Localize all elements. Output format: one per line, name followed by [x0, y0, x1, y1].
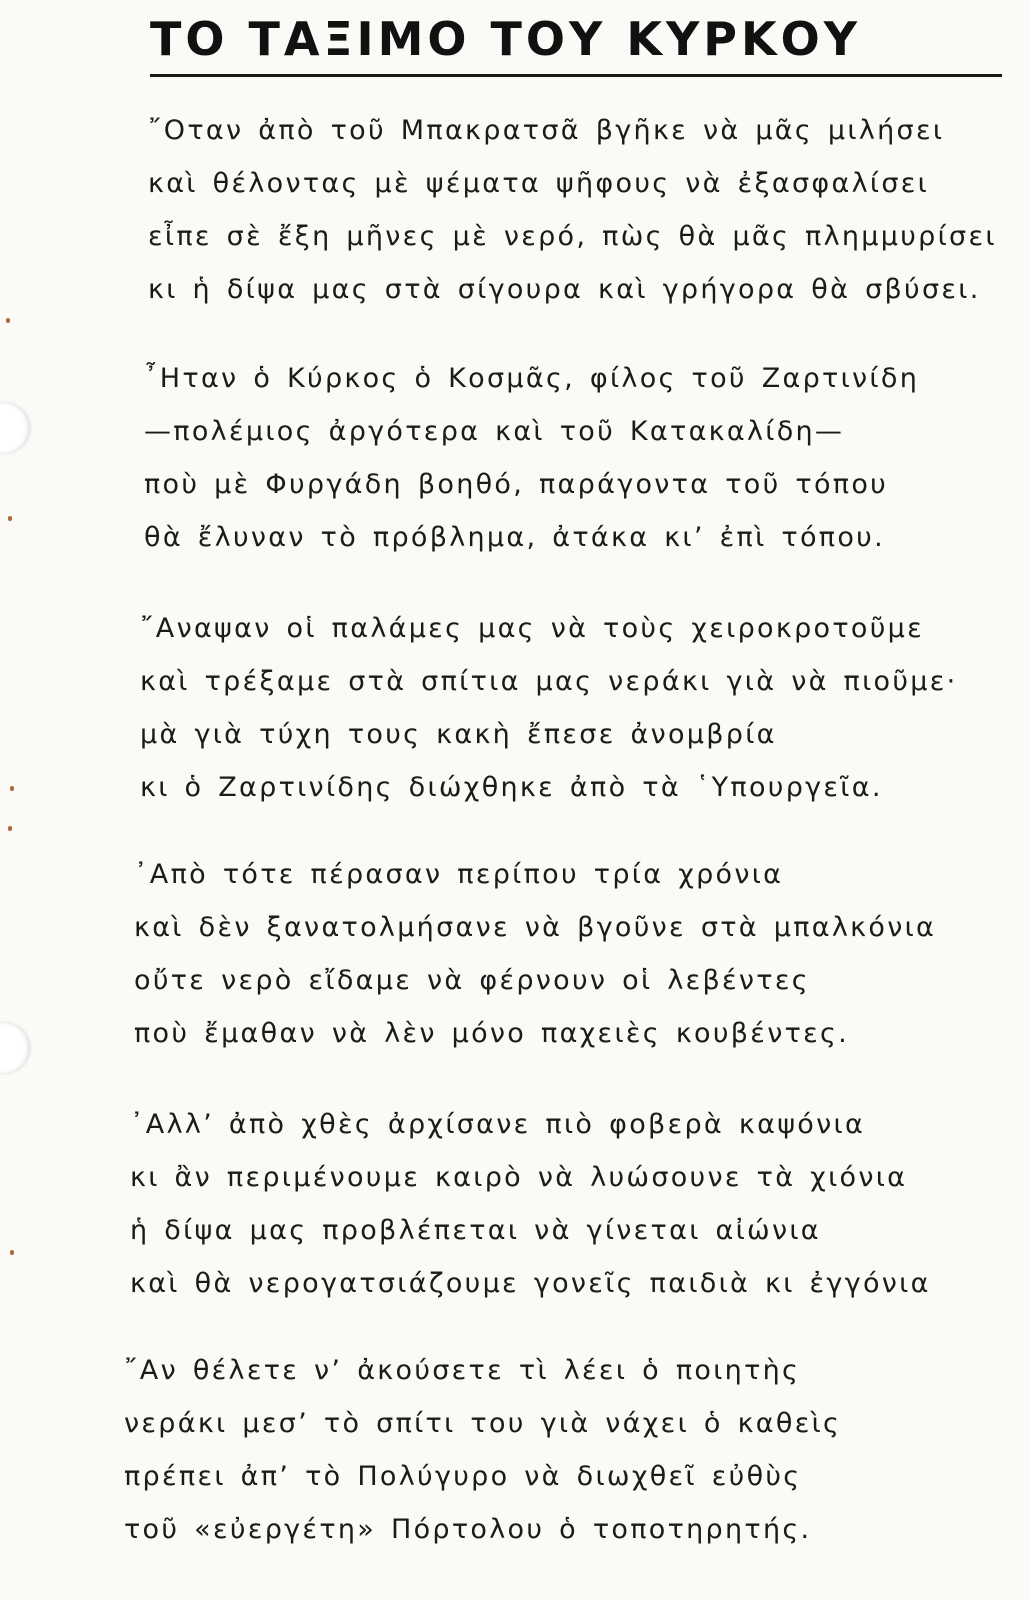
verse-line: ῏Ηταν ὁ Κύρκος ὁ Κοσμᾶς, φίλος τοῦ Ζαρτινίδη — [144, 363, 920, 394]
stanza-2 — [144, 352, 919, 564]
stanza-5 — [130, 1098, 931, 1310]
verse-line: —πολέμιος ἀργότερα καὶ τοῦ Κατακαλίδη— — [144, 416, 845, 447]
verse-line: καὶ θέλοντας μὲ ψέματα ψῆφους νὰ ἐξασφαλίσει — [148, 168, 930, 199]
verse-line: ᾿Απὸ τότε πέρασαν περίπου τρία χρόνια — [134, 859, 784, 890]
verse-line: ἡ δίψα μας προβλέπεται νὰ γίνεται αἰώνια — [130, 1215, 821, 1246]
paper-speck — [10, 1250, 14, 1255]
verse-line: ᾿Αλλ’ ἀπὸ χθὲς ἀρχίσανε πιὸ φοβερὰ καψόνια — [130, 1109, 866, 1140]
verse-line: ποὺ μὲ Φυργάδη βοηθό, παράγοντα τοῦ τόπου — [144, 469, 889, 500]
paper-speck — [8, 826, 12, 831]
poem-title: ΤΟ ΤΑΞΙΜΟ ΤΟΥ ΚΥΡΚΟΥ — [150, 12, 862, 66]
paper-speck — [10, 786, 14, 791]
verse-line: κι ἡ δίψα μας στὰ σίγουρα καὶ γρήγορα θὰ σβύσει. — [148, 274, 981, 305]
verse-line: νεράκι μεσ’ τὸ σπίτι του γιὰ νάχει ὁ καθεὶς — [124, 1408, 842, 1439]
stanza-6 — [124, 1344, 841, 1556]
title-underline — [150, 74, 1002, 77]
verse-line: καὶ δὲν ξανατολμήσανε νὰ βγοῦνε στὰ μπαλκόνια — [134, 912, 937, 943]
verse-line: τοῦ «εὐεργέτη» Πόρτολου ὁ τοποτηρητής. — [124, 1514, 812, 1545]
verse-line: ῎Οταν ἀπὸ τοῦ Μπακρατσᾶ βγῆκε νὰ μᾶς μιλήσει — [148, 115, 945, 146]
punch-hole-top — [0, 402, 30, 454]
verse-line: ποὺ ἔμαθαν νὰ λὲν μόνο παχειὲς κουβέντες. — [134, 1018, 850, 1049]
verse-line: οὔτε νερὸ εἴδαμε νὰ φέρνουν οἱ λεβέντες — [134, 965, 810, 996]
verse-line: κι ὁ Ζαρτινίδης διώχθηκε ἀπὸ τὰ ῾Υπουργεῖα. — [140, 772, 883, 803]
verse-line: κι ἂν περιμένουμε καιρὸ νὰ λυώσουνε τὰ χιόνια — [130, 1162, 908, 1193]
stanza-3 — [140, 602, 958, 814]
stanza-4 — [134, 848, 936, 1060]
verse-line: εἶπε σὲ ἔξη μῆνες μὲ νερό, πὼς θὰ μᾶς πλημμυρίσει — [148, 221, 997, 252]
verse-line: ῎Αναψαν οἱ παλάμες μας νὰ τοὺς χειροκροτοῦμε — [140, 613, 925, 644]
verse-line: μὰ γιὰ τύχη τους κακὴ ἔπεσε ἀνομβρία — [140, 719, 777, 750]
paper-speck — [6, 318, 10, 323]
paper-speck — [8, 516, 12, 521]
verse-line: πρέπει ἀπ’ τὸ Πολύγυρο νὰ διωχθεῖ εὐθὺς — [124, 1461, 802, 1492]
stanza-1 — [148, 104, 997, 316]
verse-line: καὶ θὰ νερογατσιάζουμε γονεῖς παιδιὰ κι ἐγγόνια — [130, 1268, 931, 1299]
verse-line: ῎Αν θέλετε ν’ ἀκούσετε τὶ λέει ὁ ποιητὴς — [124, 1355, 801, 1386]
verse-line: καὶ τρέξαμε στὰ σπίτια μας νεράκι γιὰ νὰ πιοῦμε· — [140, 666, 958, 697]
verse-line: θὰ ἔλυναν τὸ πρόβλημα, ἀτάκα κι’ ἐπὶ τόπου. — [144, 522, 885, 553]
punch-hole-bottom — [0, 1022, 30, 1074]
